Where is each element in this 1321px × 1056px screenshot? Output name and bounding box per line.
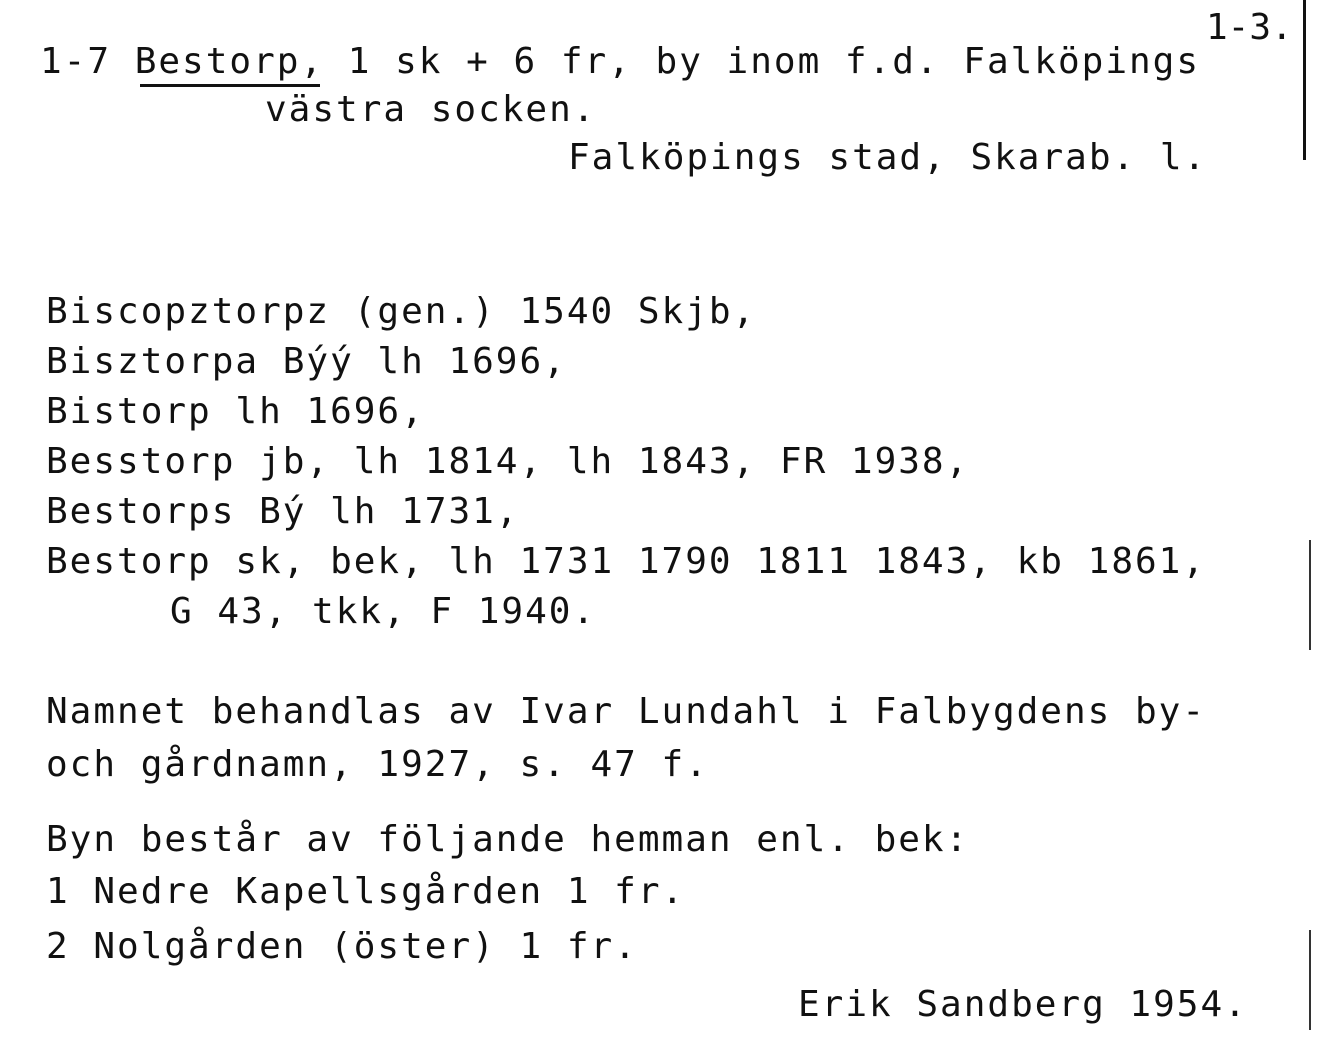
form-line: Bestorp sk, bek, lh 1731 1790 1811 1843, kb 1861, (46, 541, 1207, 582)
card-edge-line-bottom (1309, 930, 1311, 1030)
form-line: Bistorp lh 1696, (46, 391, 425, 432)
form-line: Bisztorpa Býý lh 1696, (46, 341, 567, 382)
place-name-underline (140, 84, 320, 87)
heading-line-2: västra socken. (265, 89, 597, 130)
farms-intro: Byn består av följande hemman enl. bek: (46, 819, 970, 860)
heading-line-3: Falköpings stad, Skarab. l. (568, 137, 1208, 178)
form-line: G 43, tkk, F 1940. (170, 591, 597, 632)
card-edge-line-mid (1309, 540, 1311, 650)
form-line: Bestorps Bý lh 1731, (46, 491, 520, 532)
farm-item: 2 Nolgården (öster) 1 fr. (46, 926, 638, 967)
corner-number: 1-3. (1206, 7, 1293, 48)
heading-line-1: 1-7 Bestorp, 1 sk + 6 fr, by inom f.d. Falköpings (40, 41, 1201, 82)
signature: Erik Sandberg 1954. (798, 984, 1248, 1025)
note-line-2: och gårdnamn, 1927, s. 47 f. (46, 744, 709, 785)
form-line: Biscopztorpz (gen.) 1540 Skjb, (46, 291, 757, 332)
form-line: Besstorp jb, lh 1814, lh 1843, FR 1938, (46, 441, 970, 482)
card-edge-line (1303, 0, 1306, 160)
note-line-1: Namnet behandlas av Ivar Lundahl i Falbygdens by- (46, 691, 1207, 732)
farm-item: 1 Nedre Kapellsgården 1 fr. (46, 871, 686, 912)
